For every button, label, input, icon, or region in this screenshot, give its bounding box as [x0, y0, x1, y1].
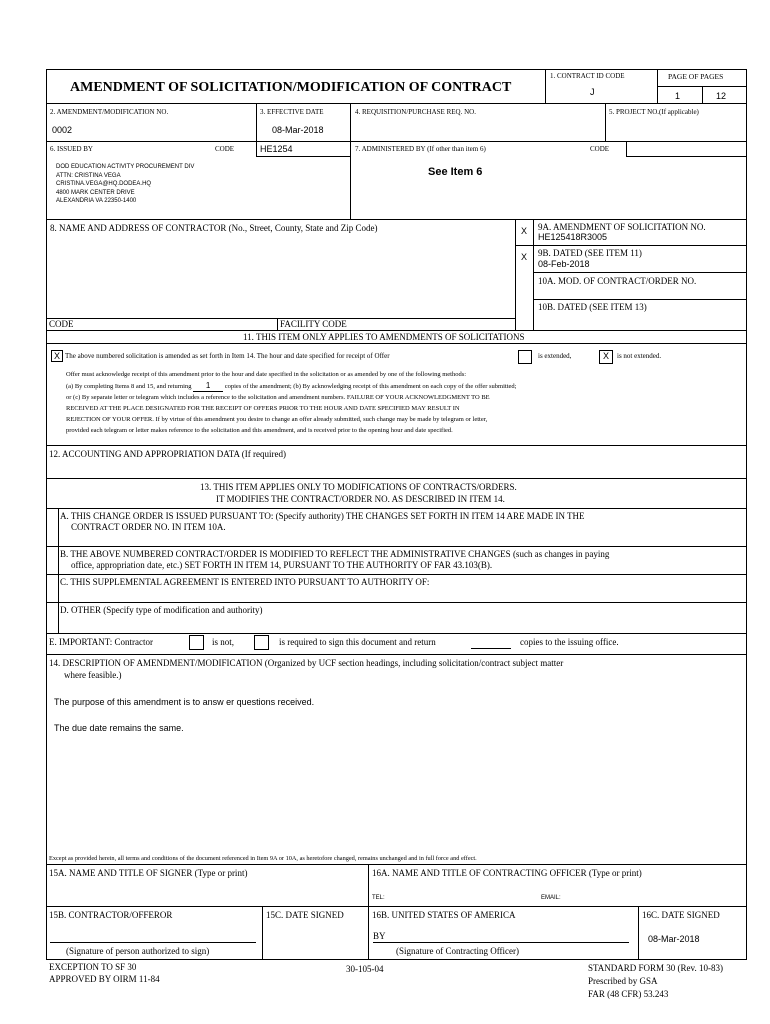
page-of-pages-label: PAGE OF PAGES — [668, 72, 724, 81]
item13d-label: D. OTHER (Specify type of modification and authority) — [60, 605, 263, 615]
footer-prescribed: Prescribed by GSA — [588, 976, 658, 986]
item11-heading: 11. THIS ITEM ONLY APPLIES TO AMENDMENTS OF SOLICITATIONS — [243, 332, 525, 342]
item9b-value: 08-Feb-2018 — [538, 259, 590, 269]
footer-exception: EXCEPTION TO SF 30 — [49, 962, 137, 972]
issuer-line-2: ATTN: CRISTINA VEGA — [56, 172, 121, 179]
item15b-signature-line[interactable] — [50, 942, 256, 943]
item14-body-2: The due date remains the same. — [54, 723, 184, 733]
issuer-line-3: CRISTINA.VEGA@HQ.DODEA.HQ — [56, 181, 152, 187]
item11-para-6: provided each telegram or letter makes reference to the solicitation and this amendment, and is received prior to the opening hour and date specified. — [66, 427, 453, 434]
item11-para-2a: (a) By completing Items 8 and 15, and returning — [66, 383, 192, 390]
item16a-email: EMAIL: — [541, 895, 561, 901]
item13c-label: C. THIS SUPPLEMENTAL AGREEMENT IS ENTERED INTO PURSUANT TO AUTHORITY OF: — [60, 577, 430, 587]
admin-code-label: CODE — [590, 145, 610, 153]
item11-not-extended-label: is not extended. — [617, 352, 662, 360]
item15b-signature-caption: (Signature of person authorized to sign) — [66, 946, 210, 956]
issuer-line-4: 4800 MARK CENTER DRIVE — [56, 189, 135, 196]
item13a-line-1: A. THIS CHANGE ORDER IS ISSUED PURSUANT TO: (Specify authority) THE CHANGES SET FORTH IN ITEM 14 ARE MADE IN THE — [60, 511, 585, 521]
item16b-signature-line[interactable] — [373, 942, 629, 943]
item11-extended-label: is extended, — [538, 352, 572, 360]
item16c-value: 08-Mar-2018 — [648, 934, 700, 944]
contractor-code-label: CODE — [49, 319, 74, 329]
amendment-no-label: 2. AMENDMENT/MODIFICATION NO. — [50, 108, 169, 116]
item11-para-5: REJECTION OF YOUR OFFER. If by virtue of this amendment you desire to change an offer already submitted, such change may be made by telegram or letter, — [66, 416, 488, 423]
item9a-check: X — [521, 226, 528, 236]
item16a-tel: TEL: — [372, 895, 385, 901]
item11-para-4: RECEIVED AT THE PLACE DESIGNATED FOR THE RECEIPT OF OFFERS PRIOR TO THE HOUR AND DATE SPECIFIED MAY RESULT IN — [66, 405, 460, 412]
footer-far: FAR (48 CFR) 53.243 — [588, 989, 669, 999]
item11-checkbox-extended[interactable] — [518, 350, 532, 364]
contract-id-value: J — [590, 87, 595, 97]
item13a-line-2: CONTRACT ORDER NO. IN ITEM 10A. — [71, 522, 226, 532]
item16b-signature-caption: (Signature of Contracting Officer) — [396, 946, 520, 956]
item14-label-1: 14. DESCRIPTION OF AMENDMENT/MODIFICATION (Organized by UCF section headings, including solicitation/contract subject matter — [49, 658, 564, 668]
item16b-by: BY — [373, 931, 386, 941]
item16a-label: 16A. NAME AND TITLE OF CONTRACTING OFFICER (Type or print) — [372, 868, 642, 878]
item14-footnote: Except as provided herein, all terms and conditions of the document referenced in Item 9A or 10A, as heretofore changed, remains unchanged and in full force and effect. — [49, 855, 477, 862]
item11-instructions — [66, 369, 516, 436]
item15a-label: 15A. NAME AND TITLE OF SIGNER (Type or print) — [49, 868, 248, 878]
item11-para-2 — [66, 380, 516, 392]
issuer-address — [56, 163, 194, 206]
issued-by-label: 6. ISSUED BY — [50, 145, 93, 153]
item16b-label: 16B. UNITED STATES OF AMERICA — [372, 910, 516, 920]
page-total: 12 — [716, 91, 727, 101]
item11-checkbox-not-extended[interactable]: X — [599, 350, 613, 364]
page-number: 1 — [675, 91, 681, 101]
item11-text: The above numbered solicitation is amended as set forth in Item 14. The hour and date specified for receipt of Offer — [65, 352, 390, 360]
facility-code-label: FACILITY CODE — [280, 319, 347, 329]
contract-id-label: 1. CONTRACT ID CODE — [550, 72, 625, 80]
administered-by-value: See Item 6 — [428, 166, 483, 178]
item16c-label: 16C. DATE SIGNED — [642, 910, 720, 920]
item14-body-1: The purpose of this amendment is to answ er questions received. — [54, 697, 315, 707]
item-e-checkbox-required[interactable] — [254, 635, 269, 650]
footer-standard-form: STANDARD FORM 30 (Rev. 10-83) — [588, 963, 723, 973]
item-e-copies-blank[interactable] — [471, 648, 511, 649]
requisition-label: 4. REQUISITION/PURCHASE REQ. NO. — [355, 108, 476, 116]
project-no-label: 5. PROJECT NO.(If applicable) — [609, 108, 699, 116]
item11-checkbox-amended[interactable]: X — [51, 350, 63, 362]
item11-para-1: Offer must acknowledge receipt of this amendment prior to the hour and date specified in the solicitation or as amended by one of the following methods: — [66, 371, 467, 378]
item14-label-2: where feasible.) — [64, 670, 122, 680]
contractor-name-label: 8. NAME AND ADDRESS OF CONTRACTOR (No., Street, County, State and Zip Code) — [50, 223, 378, 233]
item9b-check: X — [521, 252, 528, 262]
effective-date-value: 08-Mar-2018 — [272, 125, 324, 135]
item13-heading-2: IT MODIFIES THE CONTRACT/ORDER NO. AS DESCRIBED IN ITEM 14. — [216, 494, 505, 504]
item-e-checkbox-is-not[interactable] — [189, 635, 204, 650]
item-e-required: is required to sign this document and return — [279, 637, 436, 647]
item10b-label: 10B. DATED (SEE ITEM 13) — [538, 302, 647, 312]
administered-by-label: 7. ADMINISTERED BY (If other than item 6) — [355, 145, 486, 153]
item-e-label: E. IMPORTANT: Contractor — [49, 637, 154, 647]
item-e-is-not: is not, — [212, 637, 235, 647]
item13b-line-2: office, appropriation date, etc.) SET FORTH IN ITEM 14, PURSUANT TO THE AUTHORITY OF FAR 43.103(B). — [71, 560, 493, 570]
item12-label: 12. ACCOUNTING AND APPROPRIATION DATA (If required) — [49, 449, 287, 459]
item15c-label: 15C. DATE SIGNED — [266, 910, 344, 920]
item11-para-3: or (c) By separate letter or telegram which includes a reference to the solicitation and amendment numbers. FAILURE OF YOUR ACKNOWLEDGMENT TO BE — [66, 394, 490, 401]
item9b-label: 9B. DATED (SEE ITEM 11) — [538, 248, 642, 258]
issuer-line-1: DOD EDUCATION ACTIVITY PROCUREMENT DIV — [56, 164, 195, 170]
footer-form-number: 30-105-04 — [346, 964, 384, 974]
footer-approved: APPROVED BY OIRM 11-84 — [49, 974, 160, 984]
item13b-line-1: B. THE ABOVE NUMBERED CONTRACT/ORDER IS MODIFIED TO REFLECT THE ADMINISTRATIVE CHANGES (such as changes in paying — [60, 549, 610, 559]
item15b-label: 15B. CONTRACTOR/OFFEROR — [49, 910, 173, 920]
item-e-copies: copies to the issuing office. — [520, 637, 619, 647]
issued-code-label: CODE — [215, 145, 235, 153]
issued-code-value: HE1254 — [260, 144, 293, 154]
issuer-line-5: ALEXANDRIA VA 22350-1400 — [56, 198, 137, 204]
item13-heading-1: 13. THIS ITEM APPLIES ONLY TO MODIFICATIONS OF CONTRACTS/ORDERS. — [200, 482, 517, 492]
item11-copies-count: 1 — [193, 380, 223, 392]
effective-date-label: 3. EFFECTIVE DATE — [260, 108, 324, 116]
item10a-label: 10A. MOD. OF CONTRACT/ORDER NO. — [538, 276, 697, 286]
item11-para-2b: copies of the amendment; (b) By acknowledging receipt of this amendment on each copy of the offer submitted; — [224, 383, 517, 390]
item9a-label: 9A. AMENDMENT OF SOLICITATION NO. — [538, 222, 706, 232]
amendment-no-value: 0002 — [52, 125, 73, 135]
item9a-value: HE125418R3005 — [538, 232, 608, 242]
form-title: AMENDMENT OF SOLICITATION/MODIFICATION OF CONTRACT — [70, 80, 512, 95]
